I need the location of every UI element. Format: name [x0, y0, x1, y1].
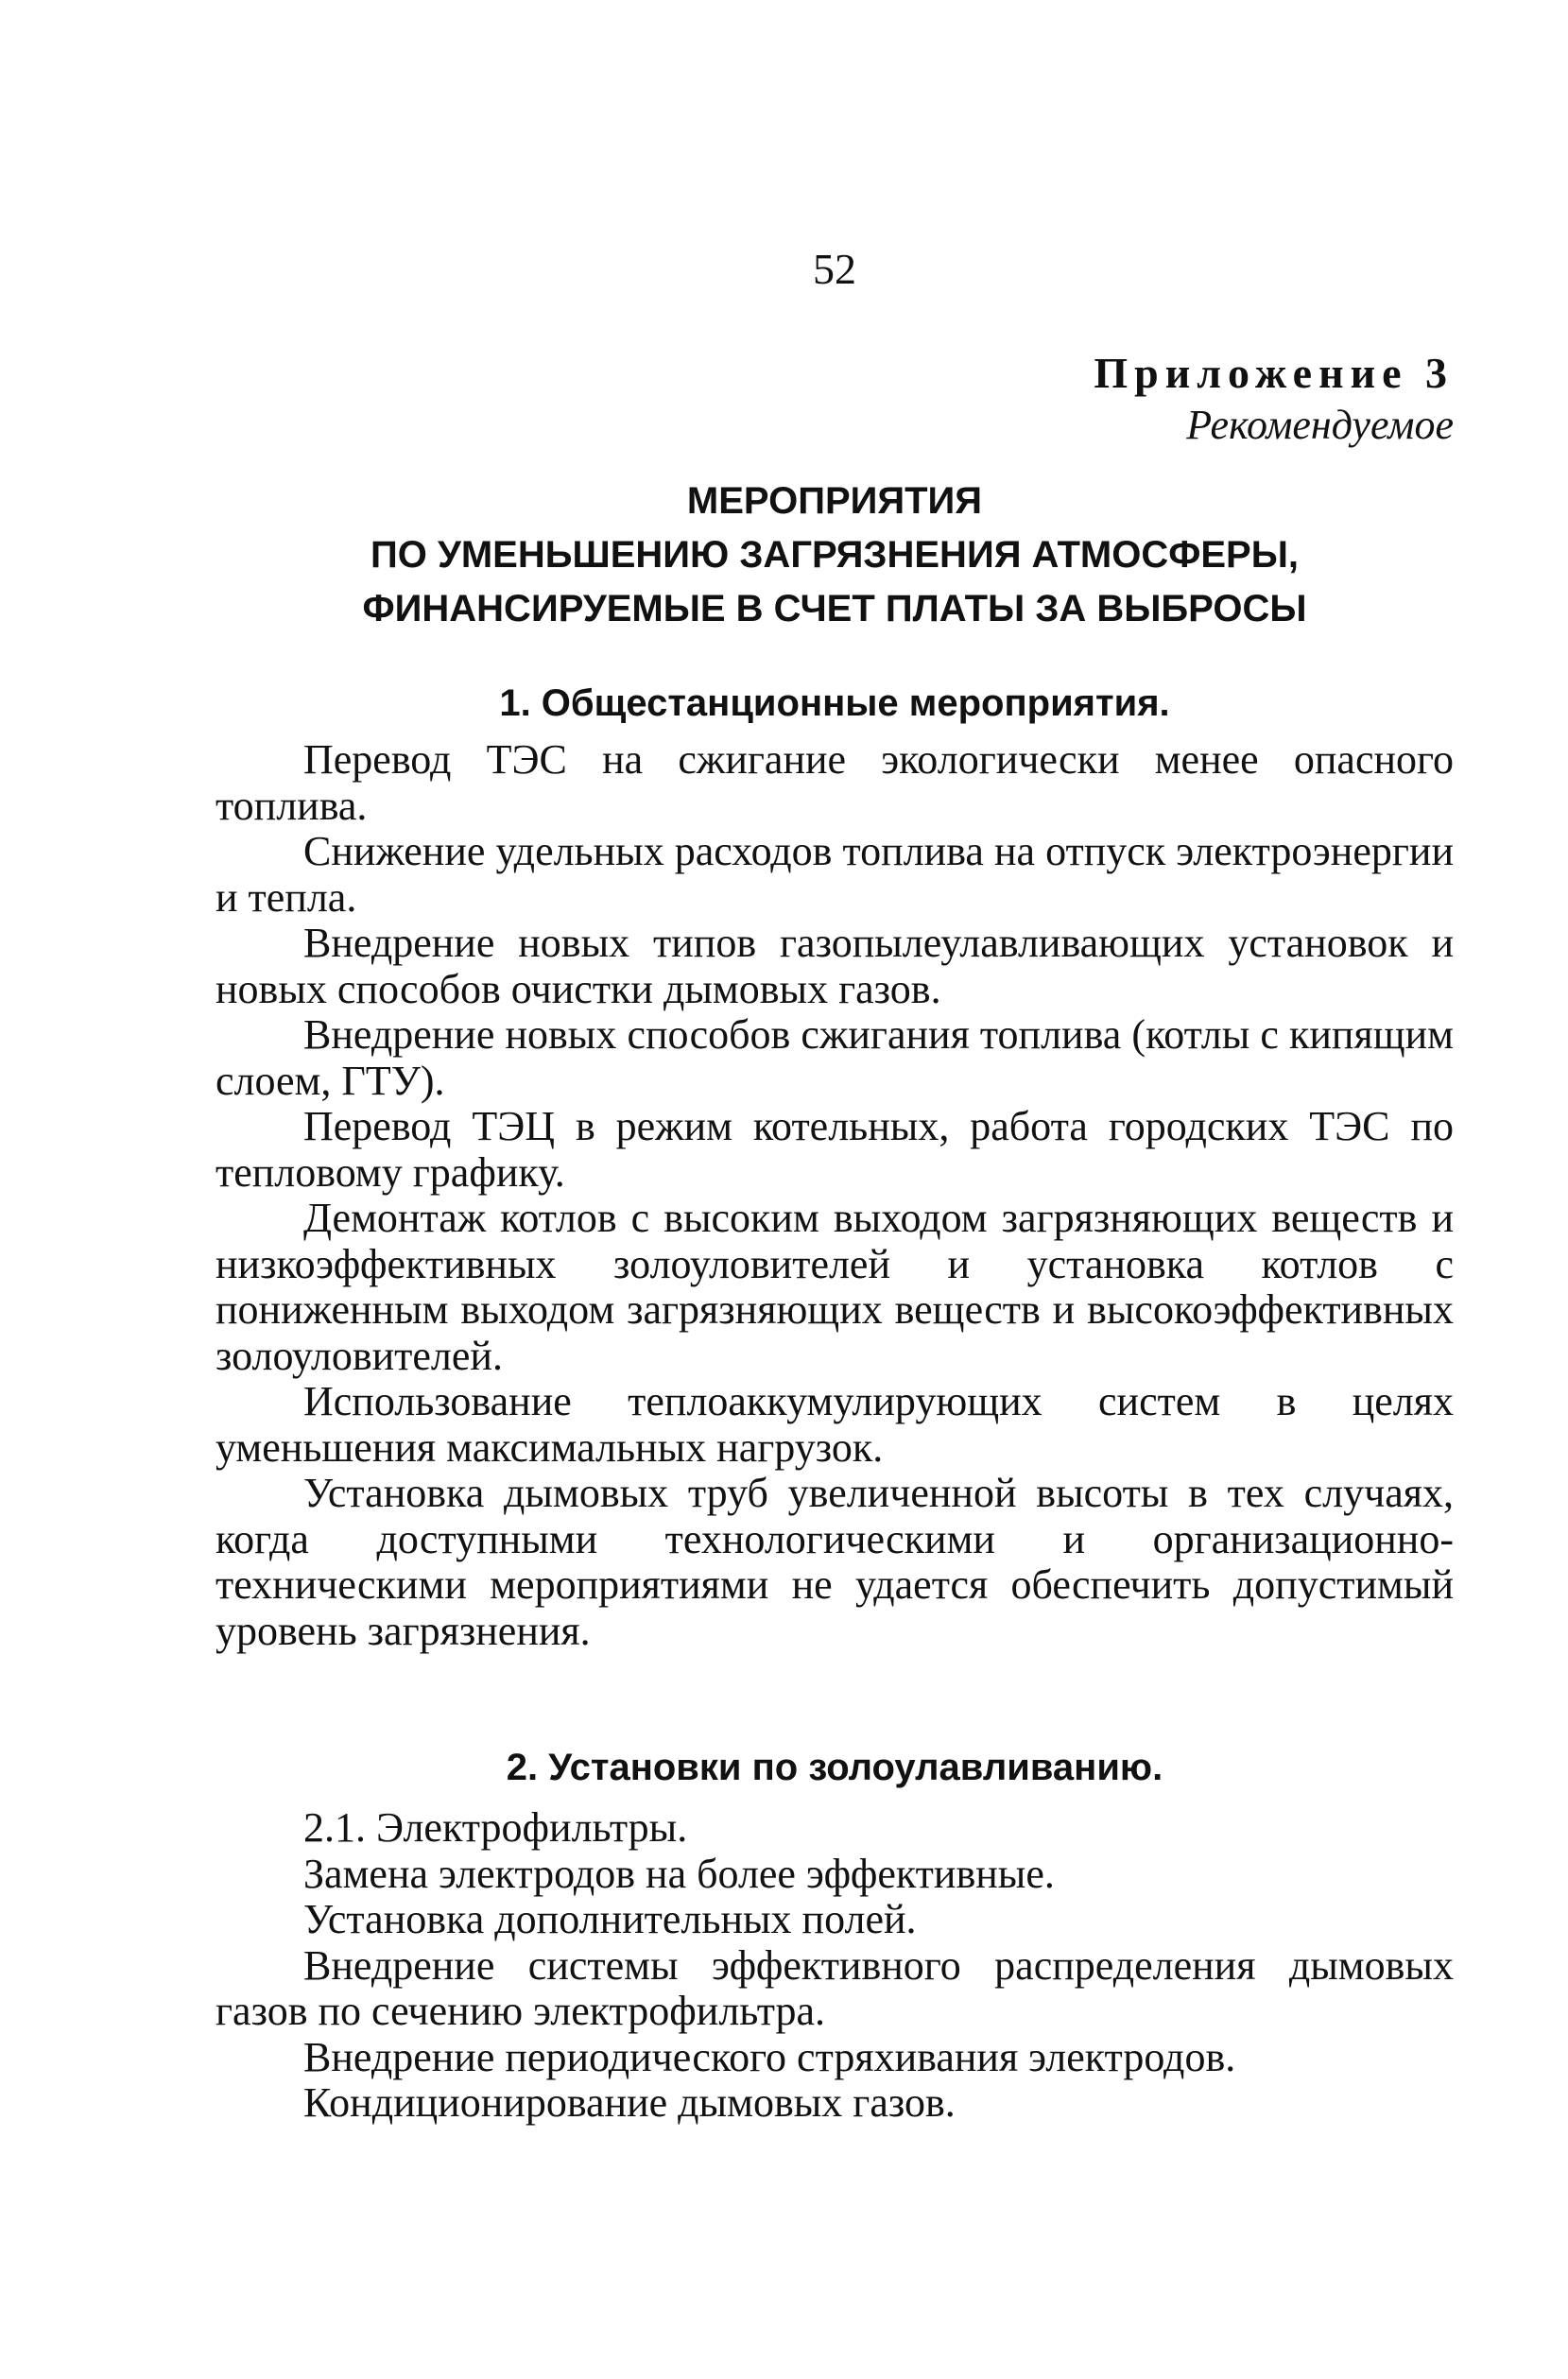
- appendix-label: Приложение 3: [1094, 349, 1454, 397]
- paragraph: Установка дымовых труб увеличенной высоты в тех случаях, когда доступными технологическими и организационно-техническими мероприятиями не удается обеспечить допустимый уровень загрязнения.: [215, 1470, 1454, 1654]
- section-2-body: [215, 1805, 1454, 2127]
- section-1-body: [215, 737, 1454, 1654]
- paragraph: 2.1. Электрофильтры.: [303, 1804, 688, 1851]
- section-2-heading: 2. Установки по золоулавливанию.: [506, 1747, 1163, 1788]
- paragraph: Внедрение периодического стряхивания электродов.: [303, 2033, 1236, 2080]
- title-line-2: ПО УМЕНЬШЕНИЮ ЗАГРЯЗНЕНИЯ АТМОСФЕРЫ,: [370, 534, 1299, 576]
- page-number: 52: [813, 245, 856, 293]
- paragraph: Перевод ТЭС на сжигание экологически менее опасного топлива.: [215, 736, 1454, 829]
- paragraph: Установка дополнительных полей.: [303, 1896, 917, 1942]
- section-1-heading: 1. Общестанционные мероприятия.: [499, 682, 1170, 724]
- title-line-3: ФИНАНСИРУЕМЫЕ В СЧЕТ ПЛАТЫ ЗА ВЫБРОСЫ: [362, 588, 1307, 629]
- appendix-status: Рекомендуемое: [1186, 402, 1454, 448]
- paragraph: Демонтаж котлов с высоким выходом загрязняющих веществ и низкоэффективных золоуловителей и установка котлов с пониженным выходом загрязняющих веществ и высокоэффективных золоуловителей.: [215, 1195, 1454, 1379]
- paragraph: Кондиционирование дымовых газов.: [303, 2079, 956, 2126]
- paragraph: Снижение удельных расходов топлива на отпуск электроэнергии и тепла.: [215, 828, 1454, 921]
- document-title: [215, 474, 1454, 636]
- paragraph: Использование теплоаккумулирующих систем в целях уменьшения максимальных нагрузок.: [215, 1378, 1454, 1471]
- paragraph: Замена электродов на более эффективные.: [303, 1850, 1055, 1897]
- paragraph: Внедрение новых способов сжигания топлива (котлы с кипящим слоем, ГТУ).: [215, 1011, 1454, 1104]
- paragraph: Внедрение новых типов газопылеулавливающих установок и новых способов очистки дымовых газов.: [215, 920, 1454, 1012]
- paragraph: Внедрение системы эффективного распределения дымовых газов по сечению электрофильтра.: [215, 1941, 1454, 2034]
- paragraph: Перевод ТЭЦ в режим котельных, работа городских ТЭС по тепловому графику.: [215, 1103, 1454, 1196]
- title-line-1: МЕРОПРИЯТИЯ: [686, 480, 983, 522]
